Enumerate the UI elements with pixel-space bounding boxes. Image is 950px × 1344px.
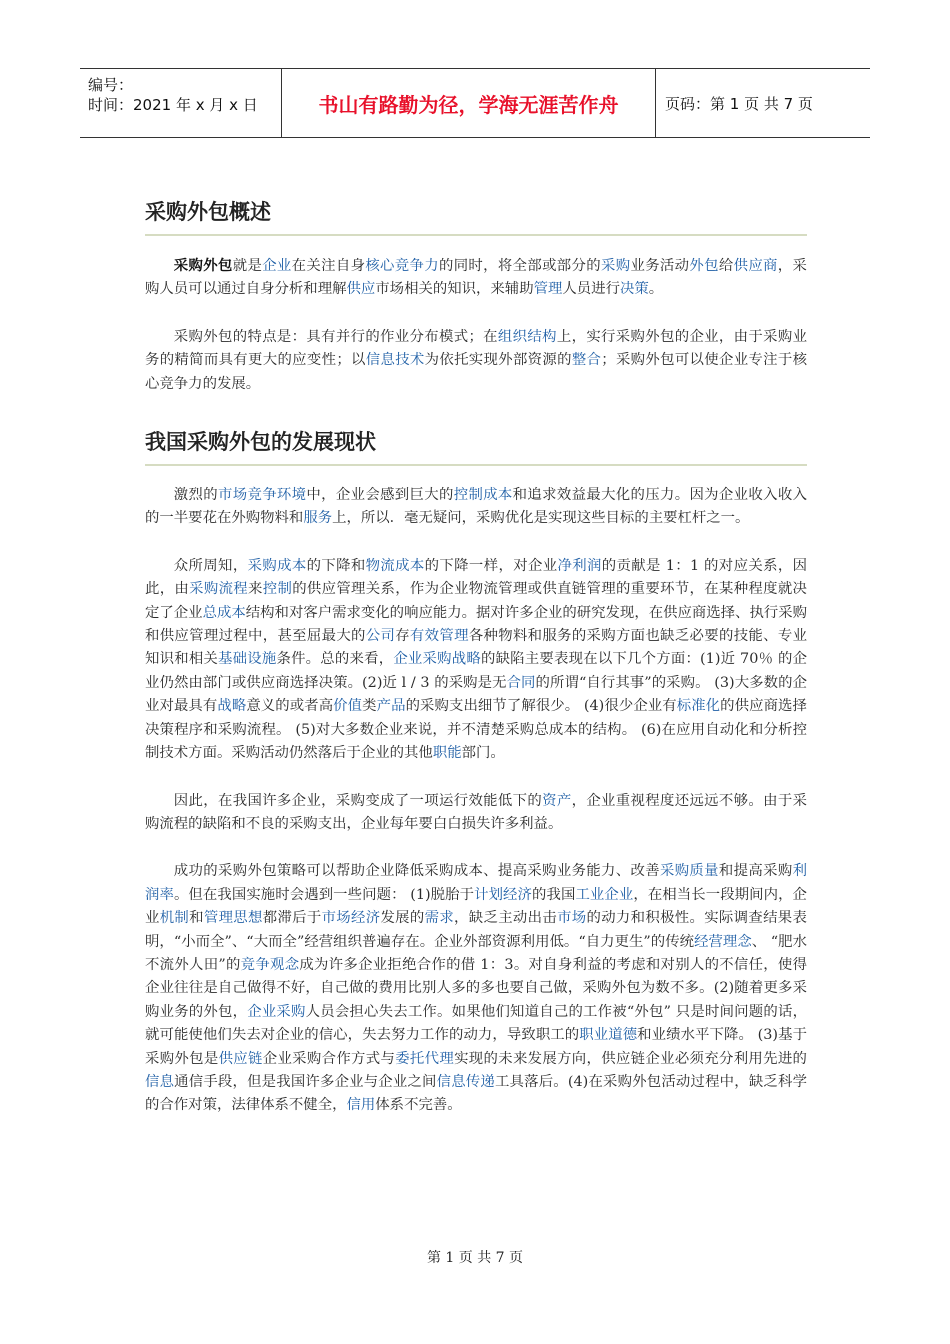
text-run: 意义的或者高	[246, 698, 334, 715]
text-run: 成功的采购外包策略可以帮助企业降低采购成本、提高采购业务能力、改善	[173, 863, 660, 880]
text-run: 中，企业会感到巨大的	[306, 487, 454, 504]
text-run: 实现的未来发展方向，供应链企业必须充分利用先进的	[454, 1050, 807, 1067]
document-header	[80, 68, 870, 138]
body-paragraph	[145, 555, 807, 766]
term-link[interactable]: 竞争观念	[240, 956, 300, 973]
text-run: 部门。	[461, 745, 505, 762]
term-link[interactable]: 公司	[365, 628, 396, 645]
term-link[interactable]: 组织结构	[497, 328, 557, 345]
text-run: 成为许多企业拒绝合作的借 1：3。对自身利益的考虑和对别人的不信任，使得企业往往是自己做得不好，自己做的费用比别人多的多也要自己做，采购外包为数不多。(2)随着更多采购业务的外包，	[145, 956, 807, 1020]
text-run: 上，实行采购外包的企业，由于采购业务的精简而具有更大的应变性；以	[145, 328, 807, 369]
text-run: 都滞后于	[262, 910, 322, 927]
text-run: 存	[395, 628, 410, 645]
term-link[interactable]: 供应	[346, 281, 376, 298]
term-link[interactable]: 控制	[262, 581, 293, 598]
term-link[interactable]: 计划经济	[474, 886, 532, 903]
section-heading: 我国采购外包的发展现状	[145, 426, 807, 466]
term-link[interactable]: 有效管理	[409, 628, 469, 645]
term-link[interactable]: 企业	[262, 258, 292, 274]
text-run: 和	[189, 910, 204, 927]
term-link[interactable]: 物流成本	[365, 557, 425, 574]
term-link[interactable]: 经营理念	[694, 933, 752, 950]
text-run: 的采购支出细节了解很少。 (4)很少企业有	[405, 698, 677, 715]
text-run: 的所谓“自行其事”的采购。 (3)大多数的企业对最具有	[145, 674, 807, 715]
text-run: 的同时，将全部或部分的	[438, 258, 601, 274]
text-run: 类	[362, 698, 377, 715]
text-run: ；采购外包可以使企业专注于核心竞争力的发展。	[145, 352, 807, 392]
body-paragraph	[145, 790, 807, 837]
text-run: 和业绩水平下降。 (3)基于采购外包是	[145, 1027, 807, 1067]
document-number-label: 编号：	[88, 76, 134, 94]
term-link[interactable]: 信息	[145, 1073, 175, 1090]
term-link[interactable]: 资产	[542, 792, 572, 809]
text-run: 和提高采购	[718, 863, 793, 880]
text-run: 结构和对客户需求变化的响应能力。据对许多企业的研究发现，在供应商选择、执行采购和供应管理过程中，甚至屈最大的	[145, 604, 808, 645]
body-paragraph	[145, 254, 807, 302]
text-run: 为依托实现外部资源的	[424, 352, 572, 369]
term-link[interactable]: 服务	[303, 510, 333, 527]
header-motto: 书山有路勤为径，学海无涯苦作舟	[281, 69, 656, 137]
text-run: 人员会担心失去工作。如果他们知道自己的工作被“外包” 只是时间问题的话，就可能使他们失去对企业的信心，失去努力工作的动力，导致职工的	[145, 1003, 807, 1044]
term-link[interactable]: 管理	[533, 281, 563, 298]
term-link[interactable]: 战略	[217, 698, 247, 715]
text-run: 在关注自身	[291, 258, 366, 274]
term-link[interactable]: 净利润	[557, 557, 602, 574]
text-run: 众所周知，	[173, 557, 248, 574]
text-run: 的下降一样，对企业	[424, 557, 558, 574]
text-run: 体系不完善。	[375, 1097, 462, 1114]
text-run: 的供应管理关系，作为企业物流管理或供直链管理的重要环节，在某种程度就决定了企业	[145, 581, 807, 621]
text-run: 就是	[232, 258, 263, 274]
text-run: 人员进行	[562, 281, 620, 298]
term-link[interactable]: 职业道德	[579, 1027, 638, 1044]
text-run: 发展的	[380, 910, 425, 927]
term-link[interactable]: 控制成本	[453, 487, 513, 504]
text-run: 激烈的	[173, 487, 218, 504]
term-link[interactable]: 决策	[619, 281, 649, 298]
term-link[interactable]: 企业采购战略	[393, 651, 481, 668]
term-link[interactable]: 信用	[346, 1097, 376, 1114]
term-link[interactable]: 价值	[333, 698, 363, 715]
text-run: 的缺陷主要表现在以下几个方面：(1)近 70％ 的企业仍然由部门或供应商选择决策。(2)近 l / 3 的采购是无	[145, 651, 807, 691]
term-link[interactable]: 标准化	[676, 698, 721, 715]
term-link[interactable]: 产品	[376, 698, 406, 715]
term-link[interactable]: 利润率	[145, 863, 807, 903]
text-run: 给	[718, 258, 734, 274]
text-run: 的动力和积极性。实际调查结果表明，“小而全”、“大而全”经营组织普遍存在。企业外部资源利用低。“自力更生”的传统	[145, 910, 807, 950]
text-run: ，在相当长一段期间内，企业	[145, 886, 807, 927]
document-body	[145, 196, 807, 1118]
term-link[interactable]: 需求	[424, 910, 455, 927]
text-run: 来	[248, 581, 263, 598]
body-paragraph	[145, 326, 807, 396]
text-run: 上，所以．毫无疑问，采购优化是实现这些目标的主要杠杆之一。	[332, 510, 750, 527]
bold-term: 采购外包	[173, 257, 233, 274]
term-link[interactable]: 职能	[432, 745, 462, 762]
page-footer: 第 1 页 共 7 页	[426, 1250, 524, 1266]
text-run: 。但在我国实施时会遇到一些问题： (1)脱胎于	[173, 886, 475, 903]
header-meta	[80, 69, 280, 137]
term-link[interactable]: 信息技术	[365, 352, 425, 369]
term-link[interactable]: 总成本	[202, 604, 246, 621]
text-run: 的贡献是 1：1 的对应关系，因此，由	[145, 557, 807, 598]
text-run: 。	[648, 281, 664, 298]
term-link[interactable]: 市场经济	[321, 910, 381, 927]
term-link[interactable]: 采购质量	[659, 863, 719, 880]
term-link[interactable]: 供应链	[218, 1050, 263, 1067]
term-link[interactable]: 机制	[159, 910, 190, 927]
term-link[interactable]: 工业企业	[575, 886, 634, 903]
text-run: 工具落后。(4)在采购外包活动过程中，缺乏科学的合作对策，法律体系不健全，	[145, 1073, 807, 1114]
term-link[interactable]: 外包	[689, 258, 719, 274]
text-run: 的下降和	[306, 557, 366, 574]
term-link[interactable]: 整合	[571, 352, 602, 369]
body-paragraph	[145, 860, 807, 1117]
term-link[interactable]: 信息传递	[436, 1073, 495, 1090]
text-run: 的我国	[532, 886, 576, 903]
text-run: 企业采购合作方式与	[262, 1050, 396, 1067]
text-run: 各种物料和服务的采购方面也缺乏必要的技能、专业知识和相关	[145, 628, 807, 668]
term-link[interactable]: 企业采购	[247, 1003, 306, 1020]
text-run: 采购外包的特点是：具有并行的作业分布模式；在	[173, 328, 498, 345]
text-run: ，企业重视程度还远远不够。由于采购流程的缺陷和不良的采购支出，企业每年要白白损失许多利益。	[145, 792, 807, 832]
document-date-label: 时间：2021 年 x 月 x 日	[88, 96, 258, 114]
term-link[interactable]: 基础设施	[218, 651, 277, 668]
text-run: 市场相关的知识，来辅助	[375, 281, 534, 298]
text-run: 通信手段，但是我国许多企业与企业之间	[174, 1073, 437, 1090]
term-link[interactable]: 委托代理	[395, 1050, 455, 1067]
header-page-info: 页码：第 1 页 共 7 页	[665, 94, 813, 113]
text-run: 业务活动	[630, 258, 690, 274]
term-link[interactable]: 管理思想	[203, 910, 263, 927]
term-link[interactable]: 采购成本	[247, 557, 307, 574]
text-run: ，缺乏主动出击	[454, 910, 558, 927]
term-link[interactable]: 核心竞争力	[365, 258, 439, 274]
term-link[interactable]: 采购	[601, 258, 631, 274]
term-link[interactable]: 市场竞争环境	[218, 487, 307, 504]
text-run: 和追求效益最大化的压力。因为企业收入收入的一半要花在外购物料和	[145, 487, 807, 527]
text-run: 、 “肥水不流外人田”的	[145, 933, 807, 973]
term-link[interactable]: 采购流程	[189, 581, 249, 598]
section-heading: 采购外包概述	[145, 196, 807, 236]
term-link[interactable]: 合同	[506, 674, 536, 691]
text-run: 的供应商选择决策程序和采购流程。 (5)对大多数企业来说，并不清楚采购总成本的结构。 (6)在应用自动化和分析控制技术方面。采购活动仍然落后于企业的其他	[145, 698, 807, 762]
text-run: 因此，在我国许多企业，采购变成了一项运行效能低下的	[173, 792, 543, 809]
term-link[interactable]: 供应商	[733, 258, 778, 274]
text-run: 条件。总的来看，	[276, 651, 394, 668]
body-paragraph	[145, 484, 807, 531]
text-run: ，采购人员可以通过自身分析和理解	[145, 258, 807, 298]
term-link[interactable]: 市场	[557, 910, 587, 927]
